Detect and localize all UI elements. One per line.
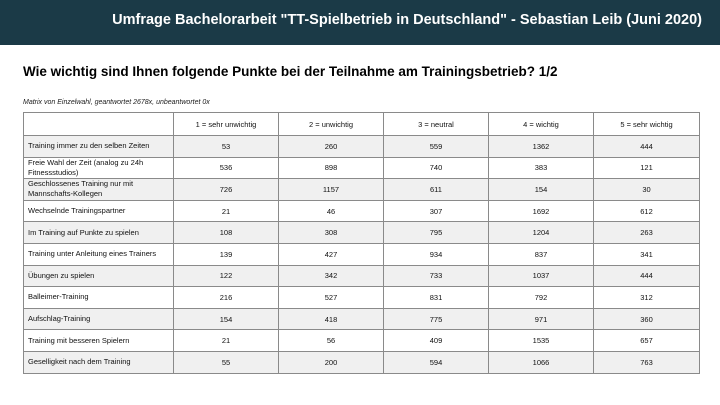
header-bar <box>0 0 720 45</box>
table-cell: 383 <box>489 157 594 179</box>
column-header: 2 = unwichtig <box>279 113 384 136</box>
table-cell: 46 <box>279 200 384 222</box>
row-label: Training immer zu den selben Zeiten <box>24 136 174 158</box>
table-cell: 122 <box>174 265 279 287</box>
table-cell: 121 <box>594 157 700 179</box>
table-cell: 139 <box>174 243 279 265</box>
table-cell: 1692 <box>489 200 594 222</box>
table-cell: 1535 <box>489 330 594 352</box>
row-label: Geschlossenes Training nur mit Mannschafts-Kollegen <box>24 179 174 201</box>
table-cell: 263 <box>594 222 700 244</box>
table-cell: 444 <box>594 265 700 287</box>
table-cell: 934 <box>384 243 489 265</box>
results-table <box>23 112 700 374</box>
table-row <box>24 157 700 179</box>
table-cell: 527 <box>279 287 384 309</box>
table-cell: 1037 <box>489 265 594 287</box>
table-cell: 154 <box>489 179 594 201</box>
header-title: Umfrage Bachelorarbeit "TT-Spielbetrieb in Deutschland" - Sebastian Leib (Juni 2020) <box>112 12 702 28</box>
table-cell: 308 <box>279 222 384 244</box>
table-row <box>24 243 700 265</box>
table-row <box>24 136 700 158</box>
table-cell: 898 <box>279 157 384 179</box>
table-cell: 307 <box>384 200 489 222</box>
table-cell: 792 <box>489 287 594 309</box>
table-cell: 837 <box>489 243 594 265</box>
table-cell: 733 <box>384 265 489 287</box>
table-cell: 55 <box>174 351 279 373</box>
table-header-row <box>24 113 700 136</box>
table-row <box>24 179 700 201</box>
column-header <box>24 113 174 136</box>
row-label: Freie Wahl der Zeit (analog zu 24h Fitnessstudios) <box>24 157 174 179</box>
table-cell: 657 <box>594 330 700 352</box>
table-cell: 21 <box>174 200 279 222</box>
table-cell: 56 <box>279 330 384 352</box>
matrix-meta: Matrix von Einzelwahl, geantwortet 2678x, unbeantwortet 0x <box>23 99 210 106</box>
table-cell: 342 <box>279 265 384 287</box>
table-cell: 200 <box>279 351 384 373</box>
column-header: 4 = wichtig <box>489 113 594 136</box>
table-cell: 1066 <box>489 351 594 373</box>
row-label: Training unter Anleitung eines Trainers <box>24 243 174 265</box>
table-cell: 360 <box>594 308 700 330</box>
table-cell: 427 <box>279 243 384 265</box>
table-cell: 154 <box>174 308 279 330</box>
column-header: 3 = neutral <box>384 113 489 136</box>
table-cell: 216 <box>174 287 279 309</box>
table-cell: 611 <box>384 179 489 201</box>
table-cell: 30 <box>594 179 700 201</box>
table-cell: 740 <box>384 157 489 179</box>
table-cell: 53 <box>174 136 279 158</box>
table-cell: 536 <box>174 157 279 179</box>
row-label: Im Training auf Punkte zu spielen <box>24 222 174 244</box>
table-cell: 260 <box>279 136 384 158</box>
table-row <box>24 265 700 287</box>
table-row <box>24 200 700 222</box>
table-cell: 341 <box>594 243 700 265</box>
table-cell: 1157 <box>279 179 384 201</box>
table-row <box>24 351 700 373</box>
table-cell: 763 <box>594 351 700 373</box>
table-cell: 971 <box>489 308 594 330</box>
row-label: Aufschlag-Training <box>24 308 174 330</box>
table-cell: 831 <box>384 287 489 309</box>
table-cell: 444 <box>594 136 700 158</box>
question-title: Wie wichtig sind Ihnen folgende Punkte bei der Teilnahme am Trainingsbetrieb? 1/2 <box>23 64 558 79</box>
table-cell: 1362 <box>489 136 594 158</box>
table-row <box>24 222 700 244</box>
table-cell: 21 <box>174 330 279 352</box>
table-row <box>24 287 700 309</box>
table-cell: 795 <box>384 222 489 244</box>
row-label: Übungen zu spielen <box>24 265 174 287</box>
table-cell: 775 <box>384 308 489 330</box>
table-row <box>24 330 700 352</box>
table-row <box>24 308 700 330</box>
table-cell: 409 <box>384 330 489 352</box>
row-label: Geselligkeit nach dem Training <box>24 351 174 373</box>
table-cell: 312 <box>594 287 700 309</box>
row-label: Training mit besseren Spielern <box>24 330 174 352</box>
table-cell: 418 <box>279 308 384 330</box>
table-cell: 108 <box>174 222 279 244</box>
table-cell: 612 <box>594 200 700 222</box>
table-cell: 594 <box>384 351 489 373</box>
table-cell: 1204 <box>489 222 594 244</box>
column-header: 5 = sehr wichtig <box>594 113 700 136</box>
table-body <box>24 136 700 374</box>
row-label: Wechselnde Trainingspartner <box>24 200 174 222</box>
table-cell: 559 <box>384 136 489 158</box>
column-header: 1 = sehr unwichtig <box>174 113 279 136</box>
table-cell: 726 <box>174 179 279 201</box>
row-label: Balleimer-Training <box>24 287 174 309</box>
